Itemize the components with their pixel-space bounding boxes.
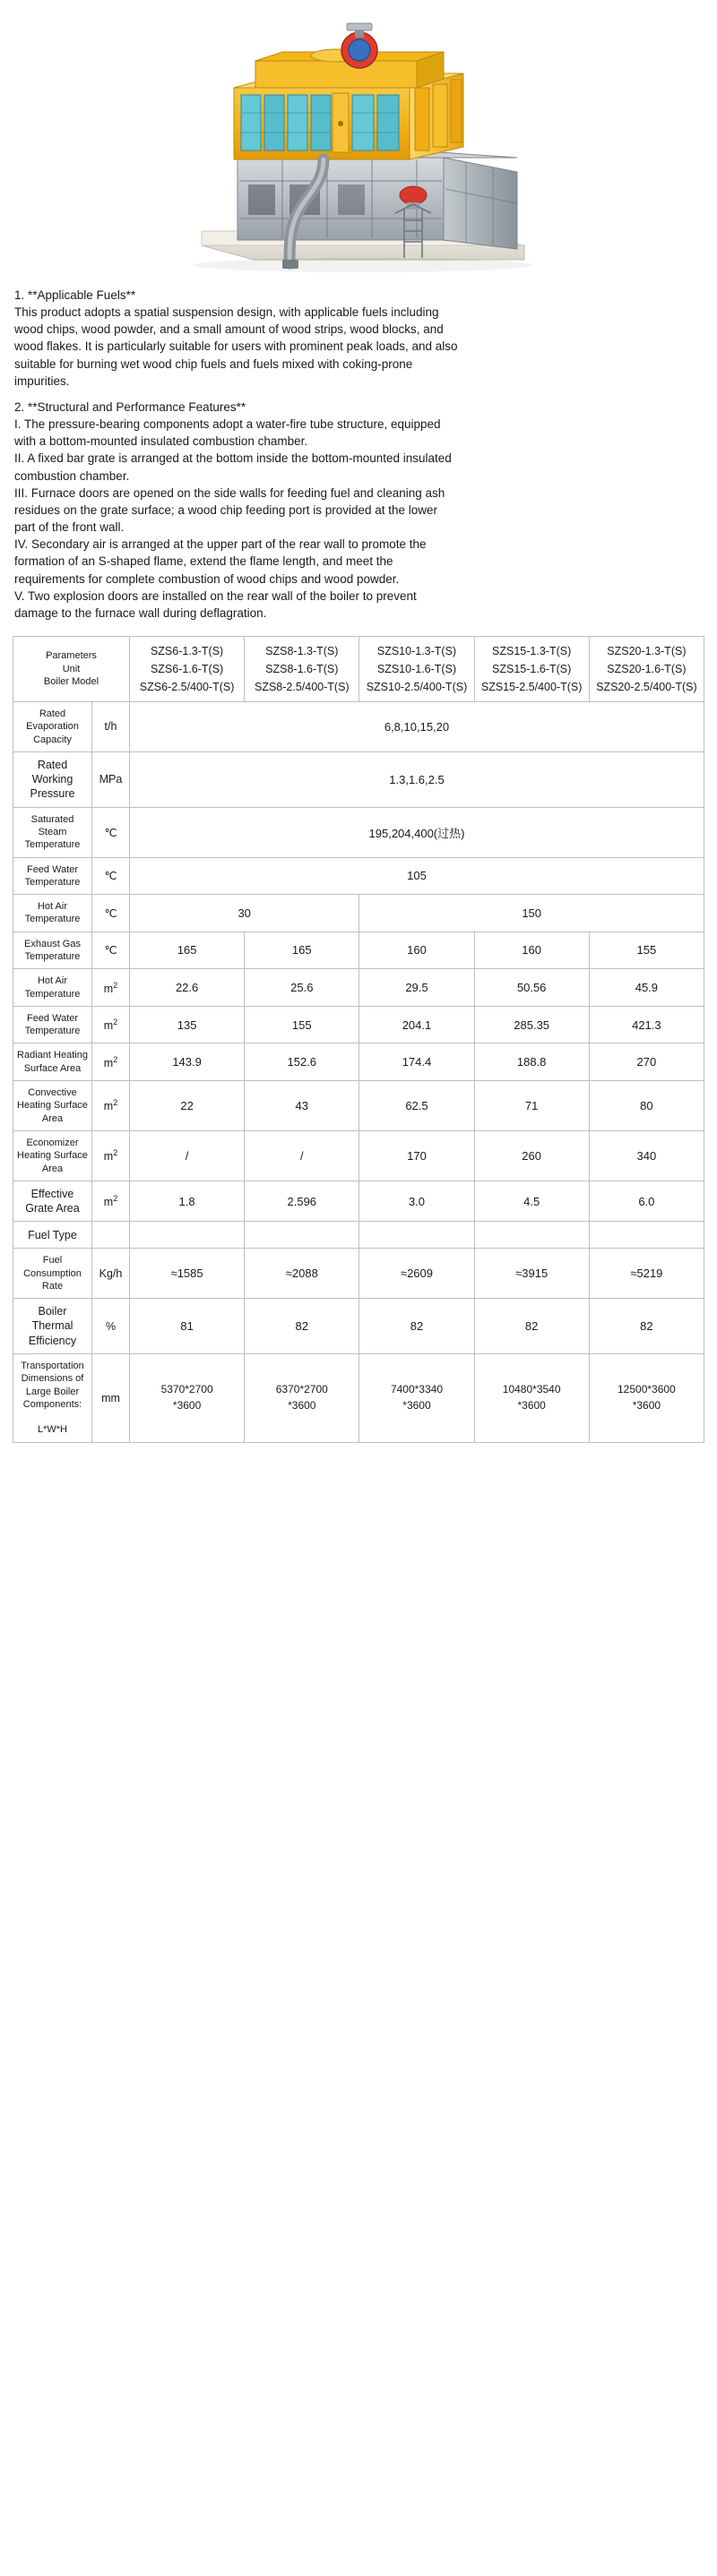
row-value (245, 1222, 359, 1249)
row-label: Boiler Thermal Efficiency (13, 1299, 92, 1354)
boiler-illustration (13, 5, 704, 274)
text-line: V. Two explosion doors are installed on the rear wall of the boiler to prevent (14, 588, 417, 603)
text-line: suitable for burning wet wood chip fuels and fuels mixed with coking-prone (14, 356, 413, 371)
table-row (13, 1222, 704, 1249)
row-value: 71 (474, 1081, 589, 1131)
row-value: 80 (589, 1081, 704, 1131)
text-line: II. A fixed bar grate is arranged at the bottom inside the bottom-mounted insulated (14, 451, 452, 466)
row-value: 2.596 (245, 1181, 359, 1222)
text-line: wood flakes. It is particularly suitable for users with prominent peak loads, and also (14, 339, 458, 354)
text-line: part of the front wall. (14, 520, 125, 535)
table-row (13, 895, 704, 932)
text-line: I. The pressure-bearing components adopt a water-fire tube structure, equipped (14, 417, 441, 432)
row-value: 45.9 (589, 969, 704, 1007)
row-value: 165 (130, 932, 245, 969)
row-value: 170 (359, 1130, 474, 1181)
row-value: ≈2088 (245, 1249, 359, 1299)
model-name: SZS10-1.3-T(S) (376, 644, 457, 657)
row-value: 195,204,400(过热) (130, 807, 704, 857)
model-name: SZS8-1.3-T(S) (265, 644, 339, 657)
section-2 (14, 399, 703, 622)
table-row (13, 1130, 704, 1181)
row-value: 82 (474, 1299, 589, 1354)
row-value: 29.5 (359, 969, 474, 1007)
text-line: with a bottom-mounted insulated combustion chamber. (14, 434, 308, 449)
table-row (13, 1043, 704, 1081)
table-row (13, 1181, 704, 1222)
row-label: Saturated Steam Temperature (13, 807, 92, 857)
row-unit: $m^2$ (92, 1006, 130, 1043)
row-label-text: Transportation Dimensions of Large Boiler Components: L*W*H (21, 1360, 84, 1436)
section-2-body (14, 416, 703, 622)
model-column-header (130, 636, 245, 701)
row-value: 285.35 (474, 1006, 589, 1043)
text-line: formation of an S-shaped flame, extend the flame length, and meet the (14, 554, 393, 569)
row-label: Convective Heating Surface Area (13, 1081, 92, 1131)
row-unit: $m^2$ (92, 969, 130, 1007)
row-value: 10480*3540 *3600 (474, 1353, 589, 1442)
row-value: 204.1 (359, 1006, 474, 1043)
model-name: SZS15-2.5/400-T(S) (480, 680, 583, 693)
row-unit: ℃ (92, 932, 130, 969)
model-column-header (474, 636, 589, 701)
text-line: combustion chamber. (14, 468, 130, 483)
row-unit: ℃ (92, 895, 130, 932)
row-value: 165 (245, 932, 359, 969)
row-value (589, 1222, 704, 1249)
model-name: SZS15-1.3-T(S) (492, 644, 572, 657)
row-unit: $m^2$ (92, 1130, 130, 1181)
model-name: SZS6-2.5/400-T(S) (139, 680, 235, 693)
row-value: 260 (474, 1130, 589, 1181)
text-line: requirements for complete combustion of wood chips and wood powder. (14, 571, 400, 586)
row-label: Radiant Heating Surface Area (13, 1043, 92, 1081)
table-row (13, 932, 704, 969)
row-value: ≈1585 (130, 1249, 245, 1299)
model-name: SZS20-1.6-T(S) (607, 662, 687, 675)
row-value: 174.4 (359, 1043, 474, 1081)
row-value: 62.5 (359, 1081, 474, 1131)
row-unit (92, 1222, 130, 1249)
table-corner-label (13, 636, 130, 701)
table-row (13, 1081, 704, 1131)
model-column-header (359, 636, 474, 701)
section-2-heading: 2. **Structural and Performance Features** (14, 399, 246, 414)
row-value: 105 (130, 857, 704, 895)
model-name: SZS6-1.6-T(S) (150, 662, 224, 675)
table-row (13, 969, 704, 1007)
row-value: 6,8,10,15,20 (130, 701, 704, 751)
text-line: wood chips, wood powder, and a small amount of wood strips, wood blocks, and (14, 322, 444, 337)
row-value: 6370*2700 *3600 (245, 1353, 359, 1442)
row-value: ≈2609 (359, 1249, 474, 1299)
row-label: Rated Working Pressure (13, 751, 92, 807)
row-label: Feed Water Temperature (13, 857, 92, 895)
row-label: Hot Air Temperature (13, 895, 92, 932)
row-value: 82 (359, 1299, 474, 1354)
row-value: 160 (474, 932, 589, 969)
table-row (13, 1249, 704, 1299)
row-label: Economizer Heating Surface Area (13, 1130, 92, 1181)
row-unit: ℃ (92, 857, 130, 895)
row-unit: $m^2$ (92, 1081, 130, 1131)
table-header-row (13, 636, 704, 701)
row-value: 22.6 (130, 969, 245, 1007)
table-row (13, 701, 704, 751)
row-value: 22 (130, 1081, 245, 1131)
row-value: 421.3 (589, 1006, 704, 1043)
row-value: 188.8 (474, 1043, 589, 1081)
row-value: ≈5219 (589, 1249, 704, 1299)
row-value: 3.0 (359, 1181, 474, 1222)
row-value: 7400*3340 *3600 (359, 1353, 474, 1442)
row-value: 1.3,1.6,2.5 (130, 751, 704, 807)
row-unit: t/h (92, 701, 130, 751)
row-value: 155 (589, 932, 704, 969)
document-page (0, 5, 717, 1470)
corner-label-unit: Unit (62, 663, 81, 674)
row-value: 43 (245, 1081, 359, 1131)
corner-label-boiler-model: Boiler Model (43, 676, 99, 688)
row-value: / (245, 1130, 359, 1181)
model-column-header (589, 636, 704, 701)
table-row (13, 1299, 704, 1354)
table-row (13, 807, 704, 857)
row-value (359, 1222, 474, 1249)
model-name: SZS20-1.3-T(S) (607, 644, 687, 657)
row-value: 1.8 (130, 1181, 245, 1222)
model-name: SZS6-1.3-T(S) (150, 644, 224, 657)
model-name: SZS8-2.5/400-T(S) (254, 680, 350, 693)
row-unit: ℃ (92, 807, 130, 857)
row-value: 160 (359, 932, 474, 969)
row-label: Exhaust Gas Temperature (13, 932, 92, 969)
text-line: residues on the grate surface; a wood chip feeding port is provided at the lower (14, 502, 438, 517)
row-value: 82 (245, 1299, 359, 1354)
row-value: 5370*2700 *3600 (130, 1353, 245, 1442)
row-value: 4.5 (474, 1181, 589, 1222)
row-value: 340 (589, 1130, 704, 1181)
row-value: 50.56 (474, 969, 589, 1007)
table-row (13, 1006, 704, 1043)
row-value: 143.9 (130, 1043, 245, 1081)
row-label: Feed Water Temperature (13, 1006, 92, 1043)
row-label: Fuel Type (13, 1222, 92, 1249)
model-name: SZS8-1.6-T(S) (265, 662, 339, 675)
model-name: SZS10-2.5/400-T(S) (366, 680, 468, 693)
row-value: 81 (130, 1299, 245, 1354)
row-unit: mm (92, 1353, 130, 1442)
row-value: 155 (245, 1006, 359, 1043)
table-row (13, 751, 704, 807)
section-1-heading: 1. **Applicable Fuels** (14, 288, 136, 302)
row-value: 152.6 (245, 1043, 359, 1081)
row-value: 270 (589, 1043, 704, 1081)
row-value: 82 (589, 1299, 704, 1354)
row-unit: Kg/h (92, 1249, 130, 1299)
specification-table (13, 636, 704, 1443)
section-1 (14, 287, 703, 390)
model-column-header (245, 636, 359, 701)
model-name: SZS15-1.6-T(S) (492, 662, 572, 675)
row-label: Fuel Consumption Rate (13, 1249, 92, 1299)
row-value (474, 1222, 589, 1249)
boiler-illustration-svg (148, 5, 569, 274)
row-label: Rated Evaporation Capacity (13, 701, 92, 751)
text-line: This product adopts a spatial suspension design, with applicable fuels including (14, 305, 439, 320)
text-line: III. Furnace doors are opened on the side walls for feeding fuel and cleaning ash (14, 485, 445, 500)
row-unit: MPa (92, 751, 130, 807)
row-value: 6.0 (589, 1181, 704, 1222)
row-unit: $m^2$ (92, 1043, 130, 1081)
corner-label-parameters: Parameters (46, 649, 97, 661)
section-1-body (14, 304, 703, 390)
table-row (13, 857, 704, 895)
text-line: IV. Secondary air is arranged at the upper part of the rear wall to promote the (14, 537, 427, 552)
model-name: SZS10-1.6-T(S) (376, 662, 457, 675)
row-label (13, 1353, 92, 1442)
row-value: 25.6 (245, 969, 359, 1007)
model-name: SZS20-2.5/400-T(S) (596, 680, 697, 693)
row-value: 30 (130, 895, 359, 932)
row-unit: $m^2$ (92, 1181, 130, 1222)
row-label: Hot Air Temperature (13, 969, 92, 1007)
text-line: damage to the furnace wall during deflagration. (14, 605, 267, 620)
row-value (130, 1222, 245, 1249)
row-unit: % (92, 1299, 130, 1354)
row-value: 150 (359, 895, 704, 932)
row-label: Effective Grate Area (13, 1181, 92, 1222)
row-value: 12500*3600 *3600 (589, 1353, 704, 1442)
row-value: ≈3915 (474, 1249, 589, 1299)
row-value: / (130, 1130, 245, 1181)
row-value: 135 (130, 1006, 245, 1043)
table-row (13, 1353, 704, 1442)
text-line: impurities. (14, 374, 70, 388)
